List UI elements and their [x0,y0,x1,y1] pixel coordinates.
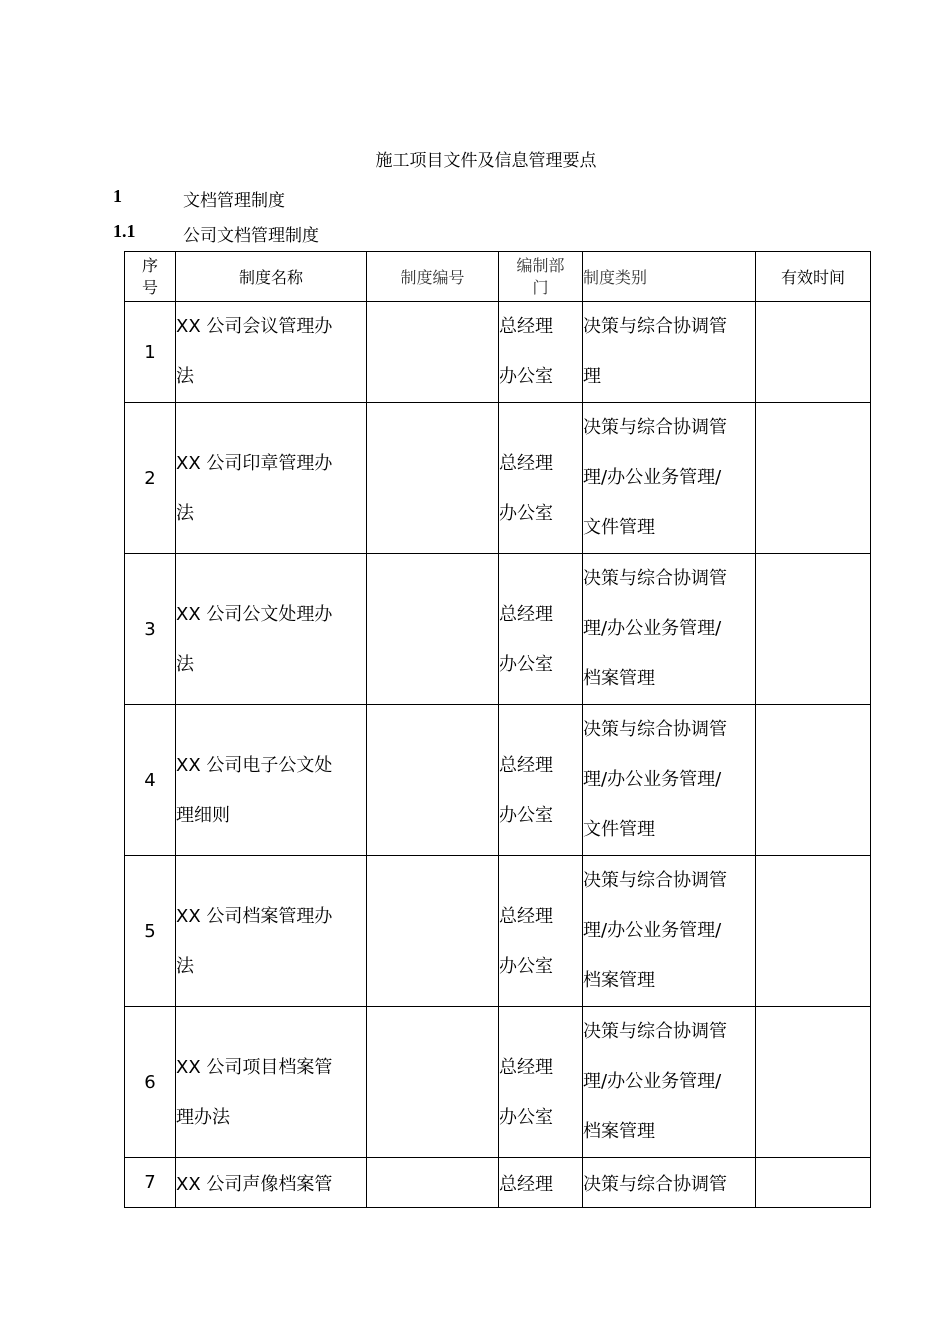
cell-time [756,856,871,1007]
table-row [125,302,871,403]
cell-line: 理/办公业务管理/ [583,920,722,941]
cell-dept [499,1007,583,1158]
regulations-table [124,251,871,1208]
cell-code [367,554,499,705]
cell-line: XX 公司电子公文处 [176,755,333,776]
cell-line: 决策与综合协调管 [583,417,727,438]
cell-dept [499,554,583,705]
cell-no: 2 [125,403,176,554]
cell-type [583,302,756,403]
cell-line: 理/办公业务管理/ [583,1071,722,1092]
heading-1-text: 文档管理制度 [183,191,285,211]
cell-line: 法 [176,956,194,977]
cell-line: 理/办公业务管理/ [583,467,722,488]
table-row [125,1007,871,1158]
table-row [125,554,871,705]
cell-name [176,554,367,705]
cell-code [367,302,499,403]
table-row [125,1158,871,1208]
cell-type [583,705,756,856]
header-no-line: 序 [141,255,158,275]
cell-line: 总经理 [499,755,553,776]
table-row [125,403,871,554]
cell-dept [499,403,583,554]
cell-line: 办公室 [499,1107,553,1128]
header-time: 有效时间 [756,252,871,302]
cell-no: 4 [125,705,176,856]
cell-time [756,302,871,403]
cell-no: 1 [125,302,176,403]
cell-line: 理 [583,366,601,387]
cell-line: 办公室 [499,805,553,826]
cell-type [583,1007,756,1158]
cell-line: 档案管理 [583,970,655,991]
cell-time [756,1158,871,1208]
header-name: 制度名称 [176,252,367,302]
cell-line: 总经理 [499,906,553,927]
cell-line: 文件管理 [583,517,655,538]
header-dept-line: 门 [532,277,549,297]
cell-line: XX 公司档案管理办 [176,906,333,927]
table-header-row [125,252,871,302]
cell-line: 决策与综合协调管 [583,316,727,337]
cell-line: 理办法 [176,1107,230,1128]
cell-code [367,403,499,554]
cell-line: 总经理 [499,1057,553,1078]
cell-line: 文件管理 [583,819,655,840]
cell-line: 决策与综合协调管 [583,870,727,891]
page-title: 施工项目文件及信息管理要点 [375,151,597,171]
header-no [125,252,176,302]
header-type: 制度类别 [583,252,756,302]
table-row [125,856,871,1007]
cell-time [756,554,871,705]
cell-name [176,856,367,1007]
cell-line: 决策与综合协调管 [583,568,727,589]
cell-dept [499,705,583,856]
cell-no: 7 [125,1158,176,1208]
cell-code [367,705,499,856]
heading-2-text: 公司文档管理制度 [183,226,319,246]
cell-line: XX 公司印章管理办 [176,453,333,474]
table-row [125,705,871,856]
cell-time [756,1007,871,1158]
cell-line: XX 公司公文处理办 [176,604,333,625]
cell-dept [499,856,583,1007]
heading-1-number: 1 [113,186,122,206]
cell-line: XX 公司声像档案管 [176,1173,333,1195]
cell-time [756,705,871,856]
cell-line: 档案管理 [583,668,655,689]
cell-code [367,1007,499,1158]
cell-name [176,1158,367,1208]
cell-dept [499,1158,583,1208]
cell-line: 决策与综合协调管 [583,1173,727,1195]
cell-line: XX 公司项目档案管 [176,1057,333,1078]
cell-name [176,403,367,554]
cell-line: 决策与综合协调管 [583,719,727,740]
cell-code [367,856,499,1007]
cell-name [176,705,367,856]
cell-type [583,403,756,554]
cell-line: 办公室 [499,654,553,675]
cell-line: 总经理 [499,316,553,337]
cell-line: 办公室 [499,503,553,524]
cell-name [176,302,367,403]
cell-line: 总经理 [499,453,553,474]
cell-line: 理/办公业务管理/ [583,618,722,639]
cell-time [756,403,871,554]
cell-line: 总经理 [499,604,553,625]
cell-line: 办公室 [499,956,553,977]
cell-dept [499,302,583,403]
cell-line: 法 [176,654,194,675]
cell-line: 法 [176,503,194,524]
cell-line: 决策与综合协调管 [583,1021,727,1042]
cell-type [583,1158,756,1208]
header-no-line: 号 [141,277,158,297]
cell-line: 办公室 [499,366,553,387]
cell-code [367,1158,499,1208]
heading-2-number: 1.1 [113,221,136,241]
cell-name [176,1007,367,1158]
cell-type [583,856,756,1007]
cell-line: XX 公司会议管理办 [176,316,333,337]
cell-no: 6 [125,1007,176,1158]
cell-line: 理/办公业务管理/ [583,769,722,790]
cell-line: 总经理 [499,1173,553,1195]
header-dept-line: 编制部 [516,255,565,275]
cell-line: 法 [176,366,194,387]
header-dept [499,252,583,302]
cell-type [583,554,756,705]
cell-no: 3 [125,554,176,705]
cell-line: 档案管理 [583,1121,655,1142]
header-code: 制度编号 [367,252,499,302]
cell-no: 5 [125,856,176,1007]
cell-line: 理细则 [176,805,230,826]
